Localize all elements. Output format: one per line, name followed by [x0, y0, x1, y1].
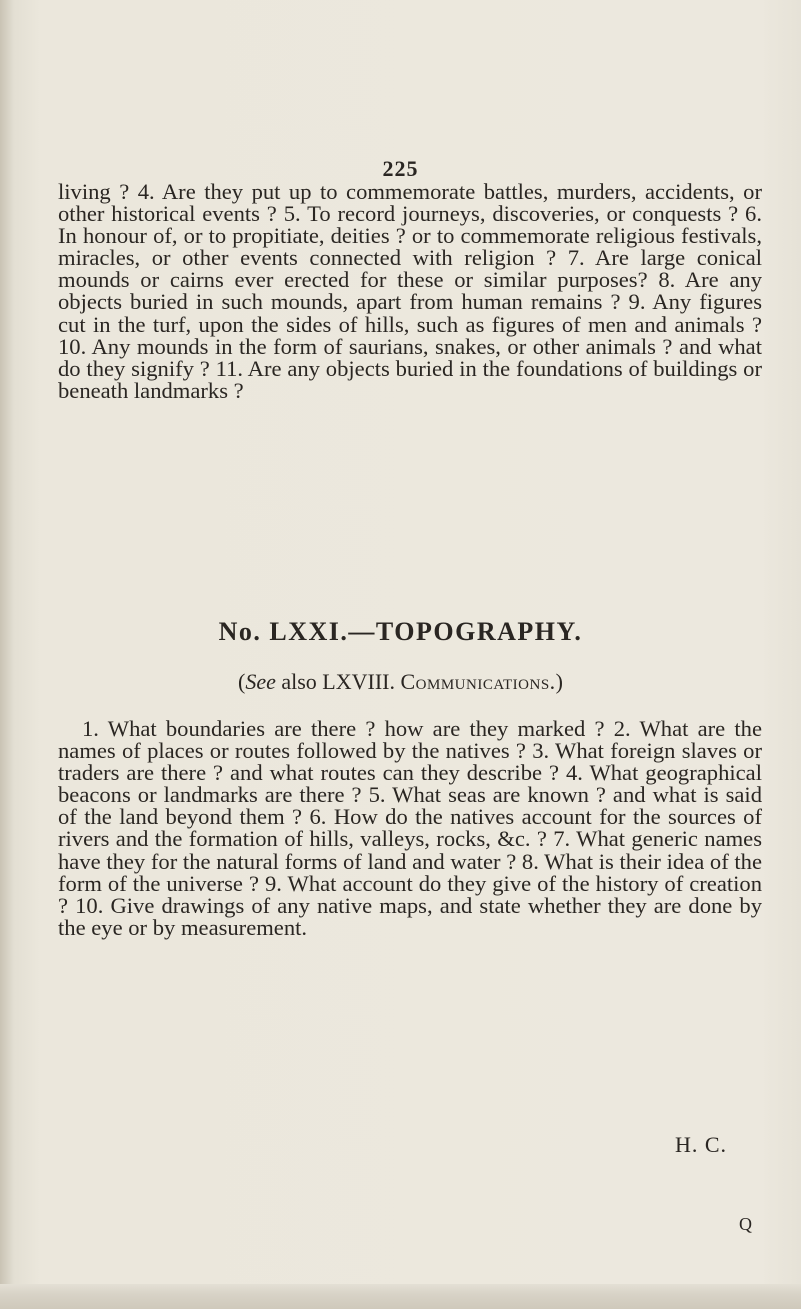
section-body: 1. What boundaries are there ? how are they marked ? 2. What are the names of places or routes followed by the natives ? 3. What foreign slaves or traders are there ? and what routes can they describe ? 4. What geographical beacons or landmarks are there ? 5. What seas are known ? and what is said of the land beyond them ? 6. How do the natives account for the sources of rivers and the formation of hills, valleys, rocks, &c. ? 7. What generic names have they for the natural forms of land and water ? 8. What is their idea of the form of the universe ? 9. What account do they give of the history of creation ? 10. Give drawings of any native maps, and state whether they are done by the eye or by measurement. — [58, 716, 762, 940]
cross-reference-target: Communications. — [400, 669, 556, 694]
author-initials: H. C. — [675, 1132, 728, 1157]
page-number: 225 — [382, 156, 419, 181]
printer-signature-mark: Q — [739, 1214, 752, 1234]
continued-paragraph: living ? 4. Are they put up to commemorate battles, murders, accidents, or other historical events ? 5. To record journeys, discoveries, or conquests ? 6. In honour of, or to propitiate, deities ? or to commemorate religious festivals, miracles, or other events connected with religion ? 7. Are large conical mounds or cairns ever erected for these or similar purposes? 8. Are any objects buried in such mounds, apart from human remains ? 9. Any figures cut in the turf, upon the sides of hills, such as figures of men and animals ? 10. Any mounds in the form of saurians, snakes, or other animals ? and what do they signify ? 11. Are any objects buried in the foundations of buildings or beneath landmarks ? — [58, 179, 762, 403]
cross-reference-open: ( — [237, 669, 246, 694]
cross-reference-note — [0, 669, 801, 695]
cross-reference-see: See — [245, 669, 276, 694]
page-bottom-edge — [0, 1284, 801, 1309]
cross-reference-also: also LXVIII. — [275, 669, 401, 694]
section-heading: No. LXXI.—TOPOGRAPHY. — [218, 617, 583, 646]
cross-reference-close: ) — [555, 669, 563, 694]
